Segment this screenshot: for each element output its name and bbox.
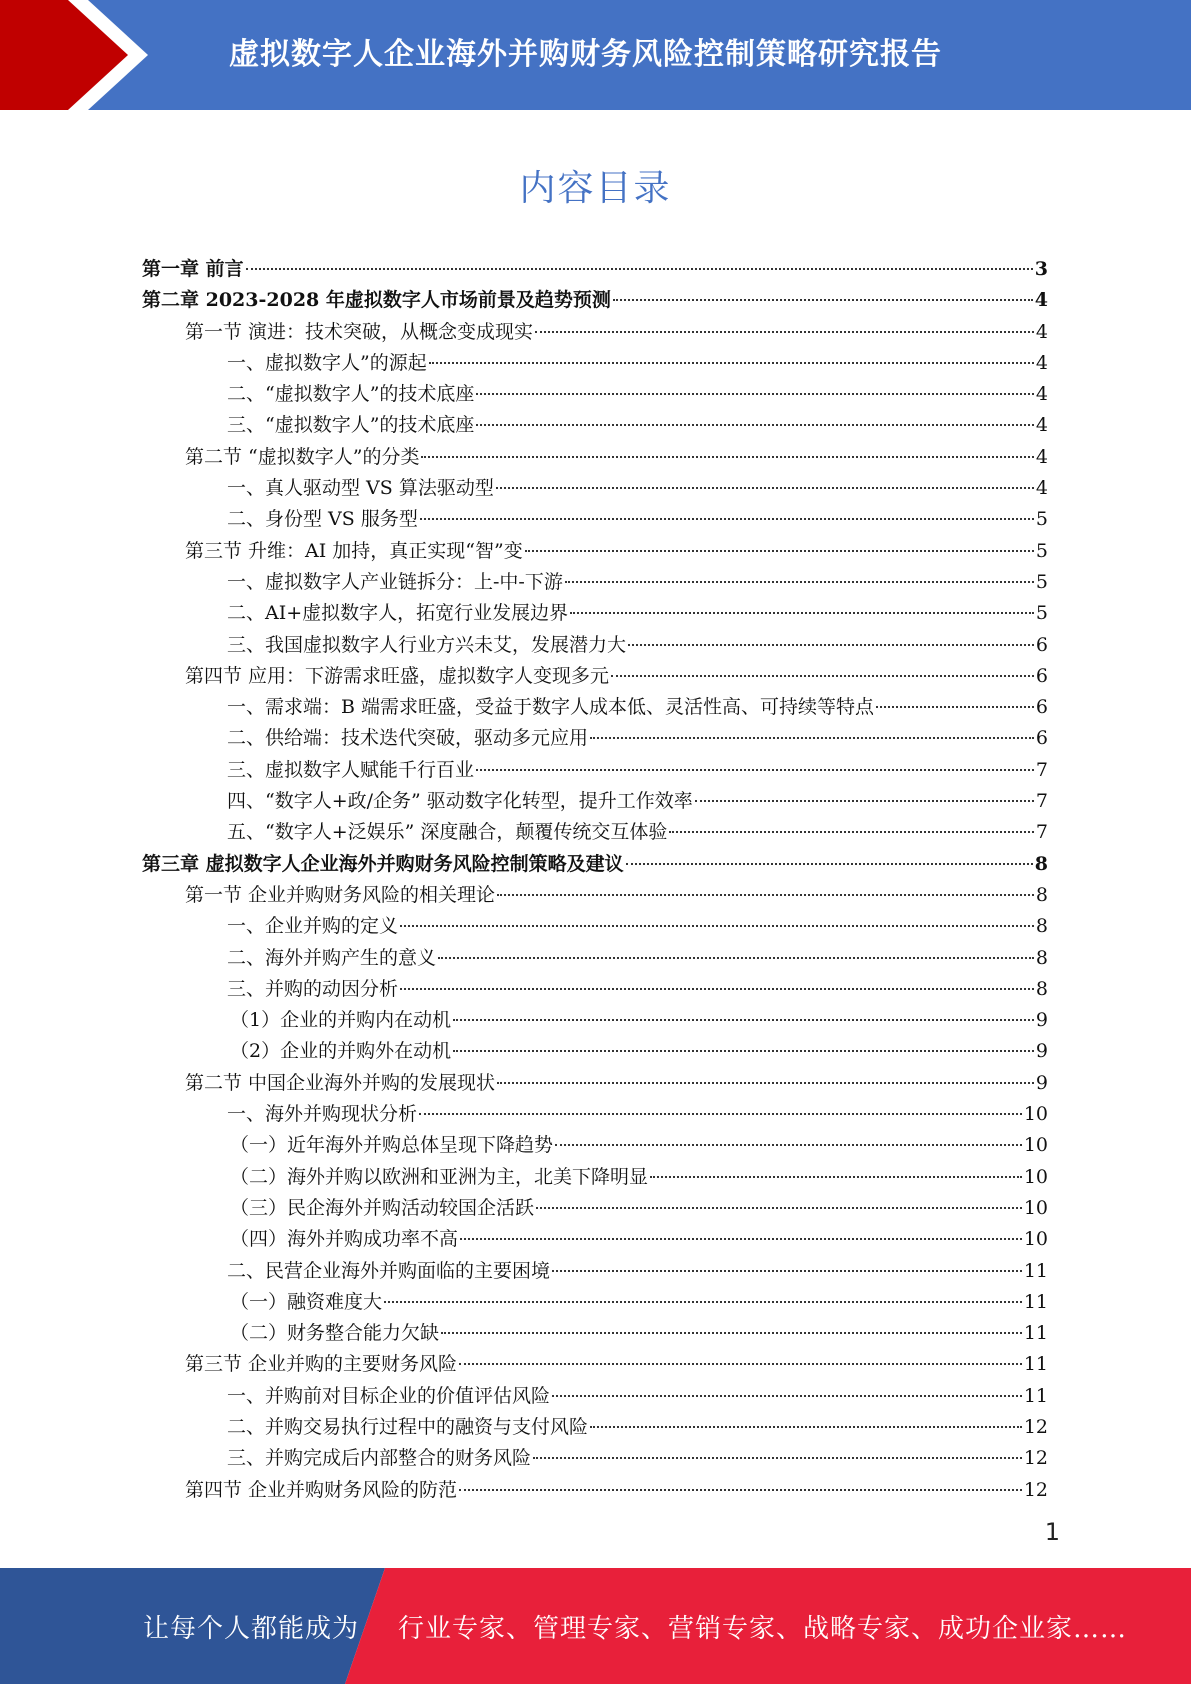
toc-entry-page: 12 [1023, 1478, 1048, 1501]
toc-entry-page: 8 [1034, 852, 1048, 875]
toc-entry-title: 第一节 企业并购财务风险的相关理论 [185, 883, 496, 906]
toc-entry-title: （1）企业的并购内在动机 [230, 1009, 452, 1032]
toc-entry-page: 4 [1035, 445, 1048, 468]
toc-entry-page: 4 [1035, 477, 1048, 500]
toc-entry-page: 4 [1035, 414, 1048, 437]
toc-entry-title: 三、我国虚拟数字人行业方兴未艾，发展潜力大 [227, 633, 627, 656]
toc-entry[interactable] [142, 1318, 1048, 1349]
toc-entry[interactable] [142, 692, 1048, 723]
toc-entry[interactable] [142, 1099, 1048, 1130]
toc-entry[interactable] [142, 630, 1048, 661]
toc-leader-dots [613, 298, 1033, 301]
toc-entry-title: 第三章 虚拟数字人企业海外并购财务风险控制策略及建议 [142, 852, 624, 875]
toc-leader-dots [441, 1331, 1022, 1334]
toc-entry[interactable] [142, 723, 1048, 754]
toc-entry-title: 二、供给端：技术迭代突破，驱动多元应用 [227, 727, 589, 750]
toc-leader-dots [460, 1237, 1022, 1240]
toc-entry[interactable] [142, 1162, 1048, 1193]
toc-entry-page: 11 [1023, 1259, 1048, 1282]
toc-entry-title: 第二节 中国企业海外并购的发展现状 [185, 1071, 496, 1094]
report-title: 虚拟数字人企业海外并购财务风险控制策略研究报告 [229, 37, 942, 72]
toc-entry-title: 第二节 “虚拟数字人”的分类 [185, 445, 420, 468]
toc-leader-dots [555, 1143, 1022, 1146]
toc-entry-page: 8 [1035, 946, 1048, 969]
toc-entry-title: 一、需求端：B 端需求旺盛，受益于数字人成本低、灵活性高、可持续等特点 [227, 696, 875, 719]
toc-entry-page: 7 [1035, 790, 1048, 813]
toc-entry-title: 第一章 前言 [142, 258, 244, 280]
toc-entry-title: 第四节 企业并购财务风险的防范 [185, 1478, 458, 1501]
toc-entry[interactable] [142, 442, 1048, 473]
toc-entry-page: 7 [1035, 758, 1048, 781]
footer-slogan-right: 行业专家、管理专家、营销专家、战略专家、成功企业家…… [398, 1613, 1128, 1644]
toc-leader-dots [695, 799, 1034, 802]
toc-entry-title: 三、“虚拟数字人”的技术底座 [227, 414, 475, 437]
toc-entry[interactable] [142, 1193, 1048, 1224]
toc-leader-dots [533, 1456, 1022, 1459]
toc-entry-page: 10 [1023, 1196, 1048, 1219]
toc-entry[interactable] [142, 567, 1048, 598]
toc-entry[interactable] [142, 880, 1048, 911]
toc-entry-title: （三）民企海外并购活动较国企活跃 [230, 1196, 535, 1219]
toc-entry-title: 第三节 升维：AI 加持，真正实现“智”变 [185, 539, 523, 562]
toc-leader-dots [459, 1488, 1022, 1491]
toc-entry[interactable] [142, 943, 1048, 974]
toc-entry-page: 11 [1023, 1290, 1048, 1313]
toc-entry-page: 9 [1035, 1040, 1048, 1063]
footer-slogan-left: 让每个人都能成为 [143, 1613, 360, 1644]
toc-leader-dots [611, 674, 1034, 677]
toc-entry-page: 4 [1035, 383, 1048, 406]
toc-entry-title: 二、并购交易执行过程中的融资与支付风险 [227, 1415, 589, 1438]
toc-entry[interactable] [142, 285, 1048, 316]
toc-entry-title: （二）海外并购以欧洲和亚洲为主，北美下降明显 [230, 1165, 649, 1188]
toc-entry[interactable] [142, 1224, 1048, 1255]
toc-entry-page: 5 [1035, 602, 1048, 625]
toc-leader-dots [419, 1112, 1022, 1115]
toc-leader-dots [476, 392, 1033, 395]
toc-leader-dots [590, 736, 1034, 739]
toc-entry-title: 第一节 演进：技术突破，从概念变成现实 [185, 320, 534, 343]
toc-leader-dots [536, 1206, 1022, 1209]
toc-entry[interactable] [142, 1475, 1048, 1506]
toc-leader-dots [453, 1049, 1034, 1052]
toc-entry[interactable] [142, 1130, 1048, 1161]
toc-entry-page: 5 [1035, 570, 1048, 593]
toc-entry[interactable] [142, 817, 1048, 848]
toc-entry-page: 8 [1035, 883, 1048, 906]
toc-entry-title: 一、真人驱动型 VS 算法驱动型 [227, 477, 494, 500]
toc-entry-page: 6 [1035, 664, 1048, 687]
toc-leader-dots [552, 1269, 1022, 1272]
toc-leader-dots [535, 330, 1034, 333]
toc-entry[interactable] [142, 1005, 1048, 1036]
toc-entry-page: 5 [1035, 539, 1048, 562]
toc-entry-title: 二、“虚拟数字人”的技术底座 [227, 383, 475, 406]
toc-entry-page: 4 [1035, 351, 1048, 374]
toc-entry-page: 4 [1034, 289, 1048, 312]
toc-entry-title: 第四节 应用：下游需求旺盛，虚拟数字人变现多元 [185, 664, 610, 687]
toc-entry[interactable] [142, 473, 1048, 504]
toc-entry-title: 第二章 2023-2028 年虚拟数字人市场前景及趋势预测 [142, 289, 611, 312]
toc-entry-title: 三、并购完成后内部整合的财务风险 [227, 1447, 532, 1470]
toc-entry-title: 第三节 企业并购的主要财务风险 [185, 1353, 458, 1376]
toc-entry[interactable] [142, 1381, 1048, 1412]
toc-entry[interactable] [142, 849, 1048, 880]
toc-entry-page: 8 [1035, 915, 1048, 938]
toc-entry-page: 11 [1023, 1353, 1048, 1376]
page-number: 1 [1044, 1518, 1060, 1546]
toc-entry-page: 7 [1035, 821, 1048, 844]
footer-banner [0, 1568, 1191, 1684]
toc-entry-title: 二、身份型 VS 服务型 [227, 508, 418, 531]
toc-entry-title: 一、海外并购现状分析 [227, 1103, 418, 1126]
toc-leader-dots [497, 893, 1034, 896]
toc-leader-dots [497, 1081, 1034, 1084]
toc-entry-page: 6 [1035, 633, 1048, 656]
toc-entry-title: （二）财务整合能力欠缺 [230, 1322, 440, 1345]
toc-entry-title: （一）融资难度大 [230, 1290, 383, 1313]
toc-entry-page: 11 [1023, 1384, 1048, 1407]
toc-entry[interactable] [142, 379, 1048, 410]
toc-leader-dots [420, 517, 1034, 520]
toc-entry-page: 6 [1035, 727, 1048, 750]
toc-leader-dots [476, 423, 1033, 426]
toc-entry[interactable] [142, 254, 1048, 285]
toc-entry[interactable] [142, 661, 1048, 692]
toc-leader-dots [525, 549, 1034, 552]
toc-leader-dots [876, 705, 1034, 708]
toc-entry[interactable] [142, 598, 1048, 629]
toc-entry-title: 二、民营企业海外并购面临的主要困境 [227, 1259, 551, 1282]
toc-entry[interactable] [142, 410, 1048, 441]
toc-leader-dots [626, 862, 1033, 865]
toc-entry[interactable] [142, 755, 1048, 786]
toc-heading: 内容目录 [519, 168, 672, 209]
toc-leader-dots [496, 486, 1034, 489]
toc-entry[interactable] [142, 786, 1048, 817]
toc-entry-title: 一、企业并购的定义 [227, 915, 399, 938]
toc-entry-page: 6 [1035, 696, 1048, 719]
toc-entry-title: （2）企业的并购外在动机 [230, 1040, 452, 1063]
toc-entry-page: 8 [1035, 977, 1048, 1000]
toc-entry-page: 11 [1023, 1322, 1048, 1345]
toc-entry-page: 5 [1035, 508, 1048, 531]
toc-leader-dots [590, 1425, 1022, 1428]
toc-leader-dots [650, 1175, 1022, 1178]
toc-leader-dots [565, 580, 1034, 583]
toc-entry[interactable] [142, 1287, 1048, 1318]
toc-entry-page: 10 [1023, 1165, 1048, 1188]
toc-entry[interactable] [142, 1412, 1048, 1443]
toc-leader-dots [669, 830, 1034, 833]
toc-entry-page: 9 [1035, 1071, 1048, 1094]
toc-entry-page: 10 [1023, 1228, 1048, 1251]
toc-entry[interactable] [142, 1256, 1048, 1287]
toc-leader-dots [453, 1018, 1034, 1021]
toc-entry-title: 二、AI+虚拟数字人，拓宽行业发展边界 [227, 602, 569, 625]
toc-entry-title: 一、并购前对目标企业的价值评估风险 [227, 1384, 551, 1407]
toc-leader-dots [246, 267, 1033, 270]
toc-entry-title: 五、“数字人+泛娱乐” 深度融合，颠覆传统交互体验 [227, 821, 668, 844]
table-of-contents [142, 254, 1048, 1506]
toc-leader-dots [552, 1394, 1022, 1397]
toc-entry[interactable] [142, 504, 1048, 535]
toc-entry-page: 9 [1035, 1009, 1048, 1032]
toc-entry[interactable] [142, 1349, 1048, 1380]
toc-entry[interactable] [142, 911, 1048, 942]
toc-entry-title: （四）海外并购成功率不高 [230, 1228, 459, 1251]
toc-leader-dots [570, 611, 1034, 614]
toc-entry-page: 12 [1023, 1447, 1048, 1470]
toc-leader-dots [384, 1300, 1022, 1303]
toc-entry[interactable] [142, 1443, 1048, 1474]
toc-entry-page: 3 [1034, 258, 1048, 280]
toc-leader-dots [400, 924, 1034, 927]
toc-leader-dots [429, 361, 1034, 364]
toc-entry-title: （一）近年海外并购总体呈现下降趋势 [230, 1134, 554, 1157]
toc-entry[interactable] [142, 536, 1048, 567]
toc-entry-page: 10 [1023, 1103, 1048, 1126]
toc-entry-title: 二、海外并购产生的意义 [227, 946, 437, 969]
toc-entry[interactable] [142, 1068, 1048, 1099]
toc-entry-page: 12 [1023, 1415, 1048, 1438]
toc-entry[interactable] [142, 1036, 1048, 1067]
toc-entry-title: 三、并购的动因分析 [227, 977, 399, 1000]
toc-leader-dots [459, 1362, 1022, 1365]
toc-entry[interactable] [142, 348, 1048, 379]
toc-leader-dots [476, 768, 1034, 771]
toc-leader-dots [421, 455, 1033, 458]
toc-entry-title: 一、虚拟数字人产业链拆分：上-中-下游 [227, 570, 563, 593]
toc-entry-title: 三、虚拟数字人赋能千行百业 [227, 758, 475, 781]
toc-entry-title: 一、虚拟数字人”的源起 [227, 351, 427, 374]
toc-leader-dots [628, 643, 1034, 646]
toc-entry-page: 4 [1035, 320, 1048, 343]
toc-leader-dots [400, 987, 1034, 990]
toc-entry-title: 四、“数字人+政/企务” 驱动数字化转型，提升工作效率 [227, 790, 693, 813]
toc-entry[interactable] [142, 974, 1048, 1005]
toc-leader-dots [438, 956, 1034, 959]
toc-entry[interactable] [142, 317, 1048, 348]
header-banner [0, 0, 1191, 110]
toc-entry-page: 10 [1023, 1134, 1048, 1157]
